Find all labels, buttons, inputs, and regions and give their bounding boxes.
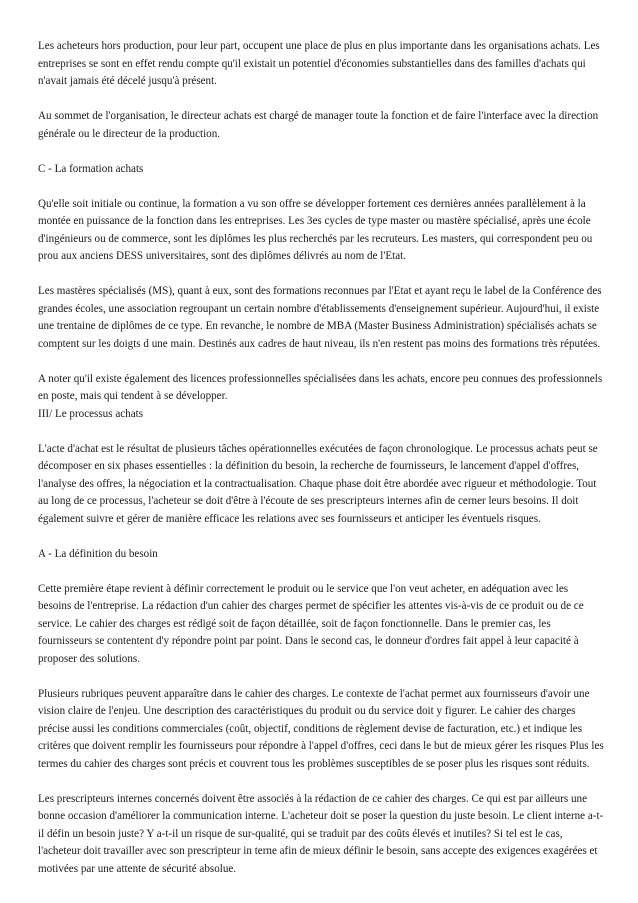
paragraph-prescripteurs: Les prescripteurs internes concernés doivent être associés à la rédaction de ce cahier des charges. Ce qui est par ailleurs une bonne occasion d'améliorer la communication interne. L'acheteur doit se poser la question du juste besoin. Le client interne a-t-il défin un besoin juste? Y a-t-il un risque de sur-qualité, qui se traduit par des coûts élevés et inutiles? Si tel est le cas, l'acheteur doit travailler avec son prescripteur in terne afin de mieux définir le besoin, sans accepte des exigences exagérées et motivées par une attente de sécurité absolue. [38, 792, 604, 875]
document-page [38, 38, 604, 878]
section-heading-processus: III/ Le processus achats [38, 407, 144, 420]
paragraph-premiere-etape: Cette première étape revient à définir correctement le produit ou le service que l'on veut acheter, en adéquation avec les besoins de l'entreprise. La rédaction d'un cahier des charges permet de spécifier les attentes vis-à-vis de ce produit ou de ce service. Le cahier des charges est rédigé soit de façon détaillée, soit de façon fonctionnelle. Dans le premier cas, les fournisseurs se contentent d'y répondre point par point. Dans le second cas, le donneur d'ordres fait appel à leur capacité à proposer des solutions. [38, 582, 584, 665]
paragraph-formation: Qu'elle soit initiale ou continue, la formation a vu son offre se développer fortement ces dernières années parallèlement à la montée en puissance de la fonction dans les entreprises. Les 3es cycles de type master ou mastère spécialisé, après une école d'ingénieurs ou de commerce, sont les diplômes les plus recherchés par les recruteurs. Les masters, qui correspondent peu ou prou aux anciens DESS universitaires, sont des diplômes délivrés au nom de l'Etat. [38, 197, 593, 262]
paragraph-acte-achat: L'acte d'achat est le résultat de plusieurs tâches opérationnelles exécutées de façon chronologique. Le processus achats peut se décomposer en six phases essentielles : la définition du besoin, la recherche de fournisseurs, le lancement d'appel d'offres, l'analyse des offres, la négociation et la contractualisation. Chaque phase doit être abordée avec rigueur et méthodologie. Tout au long de ce processus, l'acheteur se doit d'être à l'écoute de ses prescripteurs internes afin de cerner leurs besoins. Il doit également suivre et gérer de manière efficace les relations avec ses fournisseurs et anticiper les éventuels risques. [38, 442, 598, 525]
paragraph-masteres: Les mastères spécialisés (MS), quant à eux, sont des formations reconnues par l'Etat et ayant reçu le label de la Conférence des grandes écoles, une association regroupant un certain nombre d'établissements d'enseignement supérieur. Aujourd'hui, il existe une trentaine de diplômes de ce type. En revanche, le nombre de MBA (Master Business Administration) spécialisés achats se comptent sur les doigts d une main. Destinés aux cadres de haut niveau, ils n'en restent pas moins des formations très réputées. [38, 285, 602, 350]
paragraph-directeur-achats: Au sommet de l'organisation, le directeur achats est chargé de manager toute la fonction et de faire l'interface avec la direction générale ou le directeur de la production. [38, 110, 599, 140]
paragraph-rubriques: Plusieurs rubriques peuvent apparaître dans le cahier des charges. Le contexte de l'achat permet aux fournisseurs d'avoir une vision claire de l'enjeu. Une description des caractéristiques du produit ou du service doit y figurer. Le cahier des charges précise aussi les conditions commerciales (coût, objectif, conditions de règlement devise de facturation, etc.) et indique les critères que doivent remplir les fournisseurs pour répondre à l'appel d'offres, ceci dans le but de mieux gérer les risques Plus les termes du cahier des charges sont précis et couvrent tous les problèmes susceptibles de se poser plus les risques sont réduits. [38, 687, 604, 770]
paragraph-hors-production: Les acheteurs hors production, pour leur part, occupent une place de plus en plus importante dans les organisations achats. Les entreprises se sont en effet rendu compte qu'il existait un potentiel d'économies substantielles dans des familles d'achats qui n'avait jamais été décelé jusqu'à présent. [38, 40, 600, 87]
paragraph-licences: A noter qu'il existe également des licences professionnelles spécialisées dans les achats, encore peu connues des professionnels en poste, mais qui tendent à se développer. [38, 372, 603, 402]
section-heading-formation: C - La formation achats [38, 162, 144, 175]
section-heading-definition-besoin: A - La définition du besoin [38, 547, 158, 560]
